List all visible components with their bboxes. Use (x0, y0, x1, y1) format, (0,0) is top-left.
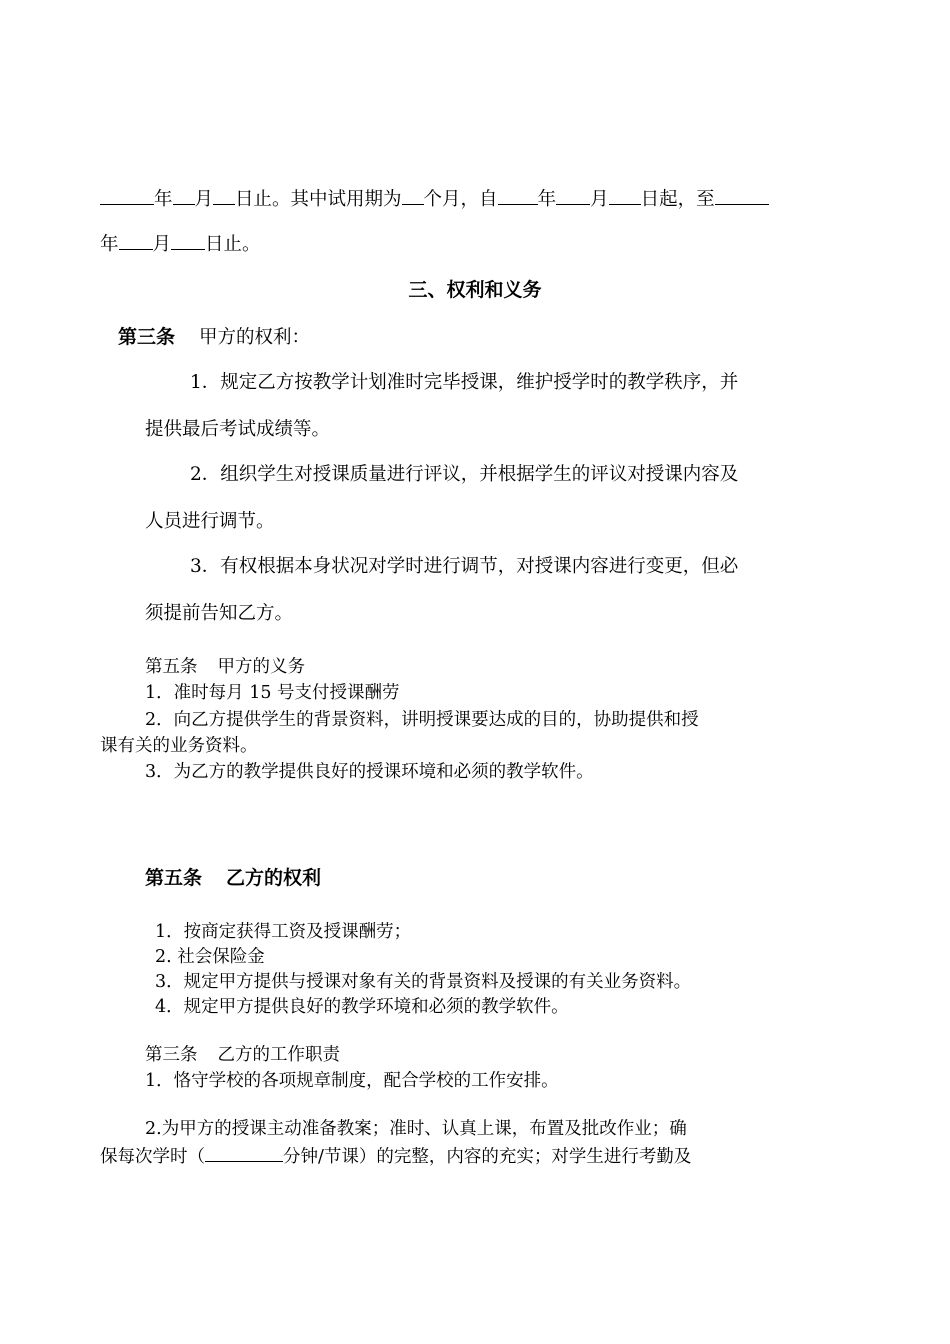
probation-months-blank[interactable] (402, 186, 424, 205)
list-item: 3．规定甲方提供与授课对象有关的背景资料及授课的有关业务资料。 (155, 972, 692, 992)
month-blank[interactable] (173, 186, 195, 205)
article-party-a-rights: 第三条 甲方的权利： (118, 326, 311, 348)
list-item: 提供最后考试成绩等。 (145, 419, 331, 440)
article-party-b-duties: 第三条 乙方的工作职责 (145, 1045, 340, 1065)
list-item: 课有关的业务资料。 (100, 736, 258, 756)
list-item: 4．规定甲方提供良好的教学环境和必须的教学软件。 (155, 997, 569, 1017)
list-item: 2. 社会保险金 (155, 947, 265, 967)
probation-end-year-blank[interactable] (715, 186, 769, 205)
list-item: 1．恪守学校的各项规章制度，配合学校的工作安排。 (145, 1071, 559, 1091)
article-party-a-obligations: 第五条 甲方的义务 (145, 657, 305, 677)
list-item: 1．准时每月 15 号支付授课酬劳 (145, 683, 400, 703)
probation-end-month-blank[interactable] (119, 231, 153, 250)
probation-end-day-blank[interactable] (171, 231, 205, 250)
list-item: 3．为乙方的教学提供良好的授课环境和必须的教学软件。 (145, 762, 594, 782)
probation-start-day-blank[interactable] (609, 186, 641, 205)
section-title: 三、权利和义务 (408, 279, 542, 301)
probation-start-year-blank[interactable] (498, 186, 538, 205)
list-item: 保每次学时（ 分钟/节课）的完整，内容的充实；对学生进行考勤及 (100, 1143, 691, 1169)
list-item: 人员进行调节。 (145, 511, 275, 532)
list-item: 1．规定乙方按教学计划准时完毕授课，维护授学时的教学秩序，并 (190, 372, 739, 393)
list-item: 2.为甲方的授课主动准备教案；准时、认真上课，布置及批改作业；确 (145, 1119, 687, 1139)
probation-end-line: 年 月 日止。 (100, 231, 261, 257)
article-party-b-rights: 第五条 乙方的权利 (145, 867, 322, 889)
list-item: 2．向乙方提供学生的背景资料，讲明授课要达成的目的，协助提供和授 (145, 710, 699, 730)
minutes-per-class-blank[interactable] (205, 1143, 283, 1162)
list-item: 须提前告知乙方。 (145, 603, 294, 624)
year-blank[interactable] (100, 186, 154, 205)
day-blank[interactable] (213, 186, 235, 205)
list-item: 1．按商定获得工资及授课酬劳； (155, 922, 412, 942)
list-item: 3．有权根据本身状况对学时进行调节，对授课内容进行变更，但必 (190, 556, 739, 577)
probation-start-month-blank[interactable] (556, 186, 590, 205)
list-item: 2．组织学生对授课质量进行评议，并根据学生的评议对授课内容及 (190, 464, 739, 485)
term-end-line: 年 月 日止。其中试用期为 个月，自 年 月 日起，至 (100, 186, 769, 212)
